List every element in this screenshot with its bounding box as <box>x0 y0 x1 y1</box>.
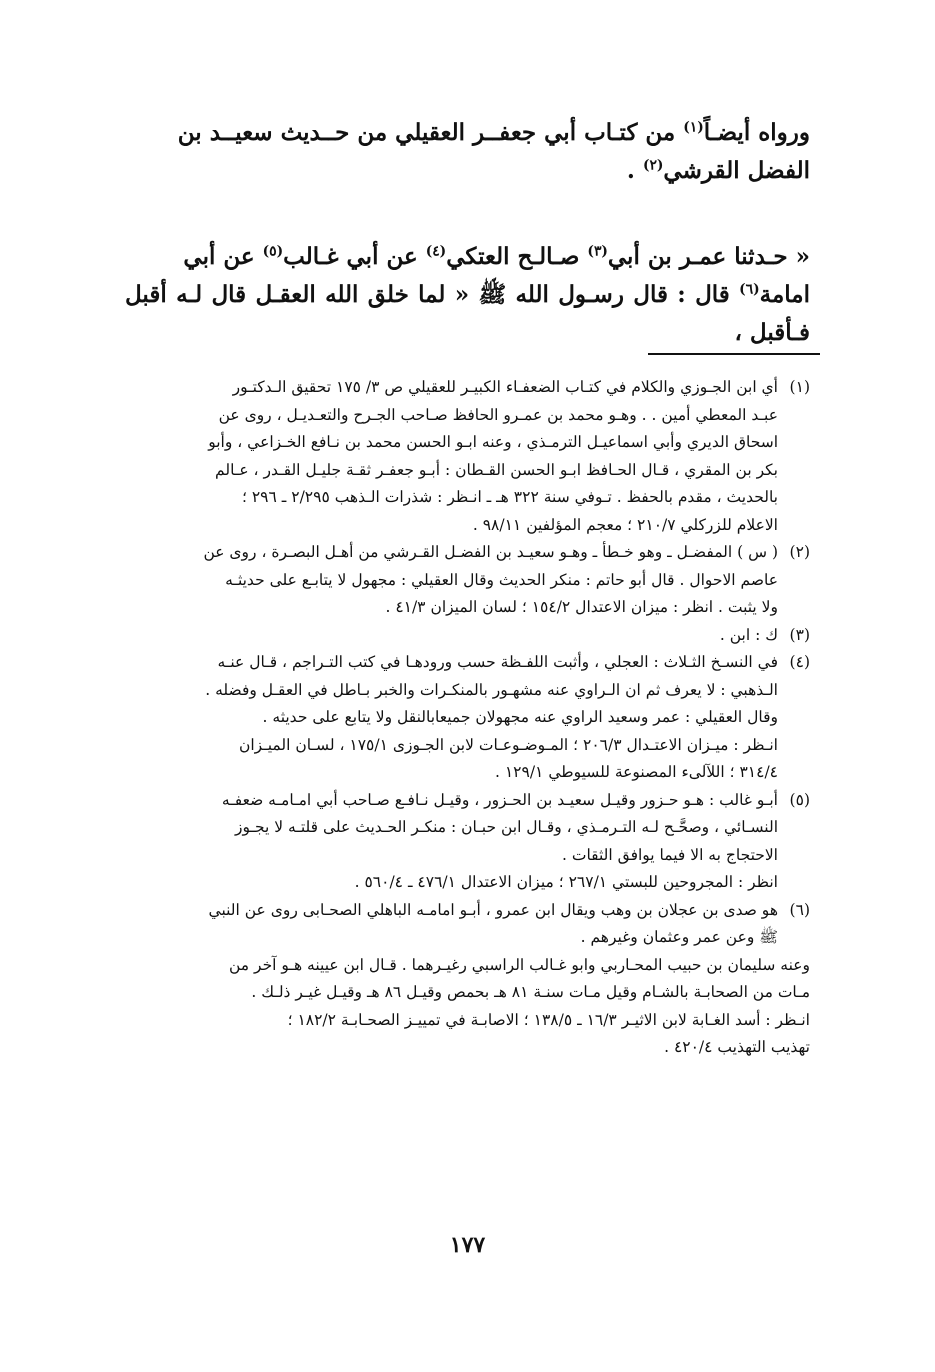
footnote-line: الاعلام للزركلي ٢١٠/٧ ؛ معجم المؤلفين ٩٨/١١ . <box>472 515 778 534</box>
footnote-ref-2[interactable]: (٢) <box>642 157 664 174</box>
footnote-line: اسحاق الديري وأبي اسماعيـل الترمـذي ، وعنه ابـو الحسن محمد بن نـافع الخـزاعي ، وأبو <box>208 433 778 451</box>
footnote-line: وعنه سليمان بن حبيب المحـاربي وابو غـالب الراسبي رغيـرهما . قـال ابن عيينه هـو آخر من <box>229 955 810 974</box>
footnote-6-continuation <box>120 952 810 1062</box>
main-text: صـالـح العتكي <box>446 243 588 270</box>
footnote-5-references <box>120 869 810 897</box>
footnote-line: وقال العقيلي : عمر وسعيد الراوي عنه مجهولان جميعابالنقل ولا يتابع على حديثه . <box>262 708 778 726</box>
main-text: . <box>626 157 643 184</box>
footnote-line: ولا يثبت . انظر : ميزان الاعتدال ١٥٤/٢ ؛ لسان الميزان ٤١/٣ . <box>385 598 778 616</box>
footnote-number: (٦) <box>789 900 810 919</box>
footnote-line: ( س ) المفضـل ـ وهو خـطأ ـ وهـو سعيـد بن الفضـل القـرشي من أهـل البصـرة ، روى عن <box>203 543 778 561</box>
footnote-line: انـظر : أسد الغـابة لابن الاثيـر ١٦/٣ ـ ١٣٨/٥ ؛ الاصابـة في تمييـز الصحـابـة ١٨٢/٢ ؛ <box>287 1010 810 1029</box>
main-text: امامة <box>759 281 810 308</box>
main-paragraph-2 <box>125 238 810 352</box>
main-text: ورواه أيضـاً <box>703 119 810 146</box>
footnote-2 <box>120 539 810 622</box>
footnote-number: (٤) <box>789 653 810 671</box>
footnote-line: عبـد المعطي أمين . . وهـو محمد بن عمـرو الحافظ صـاحب الجـرح والتعـديـل ، روى عن <box>218 405 778 424</box>
footnote-line: الـذهبي : لا يعرف ثم ان الـراوي عنه مشهـور بالمنكـرات والخبر بـاطل في العقـل وفضله . <box>205 680 778 699</box>
footnote-number: (٥) <box>789 790 810 809</box>
footnote-3 <box>120 622 810 650</box>
main-text: عن أبي غـالب <box>283 243 426 270</box>
main-text: الفضل القرشي <box>663 157 810 184</box>
footnote-separator <box>648 353 820 355</box>
footnote-number: (١) <box>789 378 810 396</box>
footnote-line: أبـو غالب : هـو حـزور وقيـل سعيـد بن الحـزور ، وقيـل نـافـع صـاحب أبي امـامـه ضعفـه <box>221 790 778 809</box>
footnote-4-references <box>120 732 810 787</box>
footnote-line: الاحتجاج به الا فيما يوافق الثقات . <box>562 845 778 864</box>
main-text: عن أبي <box>183 243 263 270</box>
footnote-4 <box>120 649 810 732</box>
footnote-ref-6[interactable]: (٦) <box>739 281 760 298</box>
footnote-ref-4[interactable]: (٤) <box>425 243 447 260</box>
footnote-line: عاصم الاحوال . قال أبو حاتم : منكر الحديث وقال العقيلي : مجهول لا يتابـع على حديثـه <box>225 570 778 589</box>
main-text: « حـدثنا عمـر بن أبي <box>607 243 810 270</box>
footnote-line: النسـائي ، وصحَّـح لـه التـرمـذي ، وقـال ابن حبـان : منكـر الحـديث على قلتـه لا يجـوز <box>234 818 778 836</box>
footnote-ref-1[interactable]: (١) <box>683 119 704 136</box>
footnote-line: بالحديث ، مقدم بالحفظ . تـوفي سنة ٣٢٢ هـ ـ انـظر : شذرات الـذهب ٢/٢٩٥ ـ ٢٩٦ ؛ <box>242 488 778 506</box>
main-text: قال : قال رسـول الله ﷺ « لما خلق الله العقـل قال لـه أقبل فـأقبل ، <box>125 281 810 346</box>
footnote-line: ك : ابن . <box>719 625 778 644</box>
footnote-line: انظر : المجروحين للبستي ٢٦٧/١ ؛ ميزان الاعتدال ٤٧٦/١ ـ ٥٦٠/٤ . <box>354 873 778 891</box>
footnote-1 <box>120 374 810 539</box>
main-text: من كتـاب أبي جعفــر العقيلي من حــديث سعيــد بن <box>177 119 684 146</box>
footnote-line: ٣١٤/٤ ؛ اللآلىء المصنوعة للسيوطي ١٢٩/١ . <box>495 763 778 781</box>
footnote-line: مـات من الصحابـة بالشـام وقيل مـات سنـة ٨١ هـ بحمص وقيـل ٨٦ هـ وقيـل غيـر ذلـك . <box>251 983 810 1001</box>
main-paragraph-1 <box>125 114 810 190</box>
footnote-line: تهذيب التهذيب ٤٢٠/٤ . <box>664 1038 810 1056</box>
footnote-number: (٣) <box>789 625 810 644</box>
footnote-line: انـظر : ميـزان الاعتـدال ٢٠٦/٣ ؛ المـوضـوعـات لابن الجـوزى ١٧٥/١ ، لسـان الميـزان <box>238 735 778 754</box>
footnote-line: ﷺ وعن عمر وعثمان وغيرهم . <box>580 928 778 946</box>
footnote-6 <box>120 897 810 952</box>
footnote-5 <box>120 787 810 870</box>
footnote-ref-3[interactable]: (٣) <box>587 243 608 260</box>
footnote-line: في النسـخ الثـلاث : العجلي ، وأثبت اللفـظة حسب ورودهـا في كتب التـراجم ، قـال عنـه <box>217 653 778 671</box>
footnotes <box>120 374 810 1062</box>
footnote-line: أي ابن الجـوزي والكلام في كتـاب الضعفـاء الكبيـر للعقيلي ص ٣/ ١٧٥ تحقيق الـدكتـور <box>232 378 778 396</box>
footnote-line: هو صدى بن عجلان بن وهب ويقال ابن عمرو ، أبـو امامـه الباهلي الصحـابى روى عن النبي <box>208 900 778 919</box>
footnote-line: بكر بن المقري ، قـال الحـافظ ابـو الحسن القـطان : أبـو جعفـر ثقـة جليـل القـدر ، عـالم <box>215 460 778 479</box>
footnote-ref-5[interactable]: (٥) <box>262 243 284 260</box>
page-number: ١٧٧ <box>449 1232 486 1258</box>
footnote-number: (٢) <box>789 543 810 561</box>
